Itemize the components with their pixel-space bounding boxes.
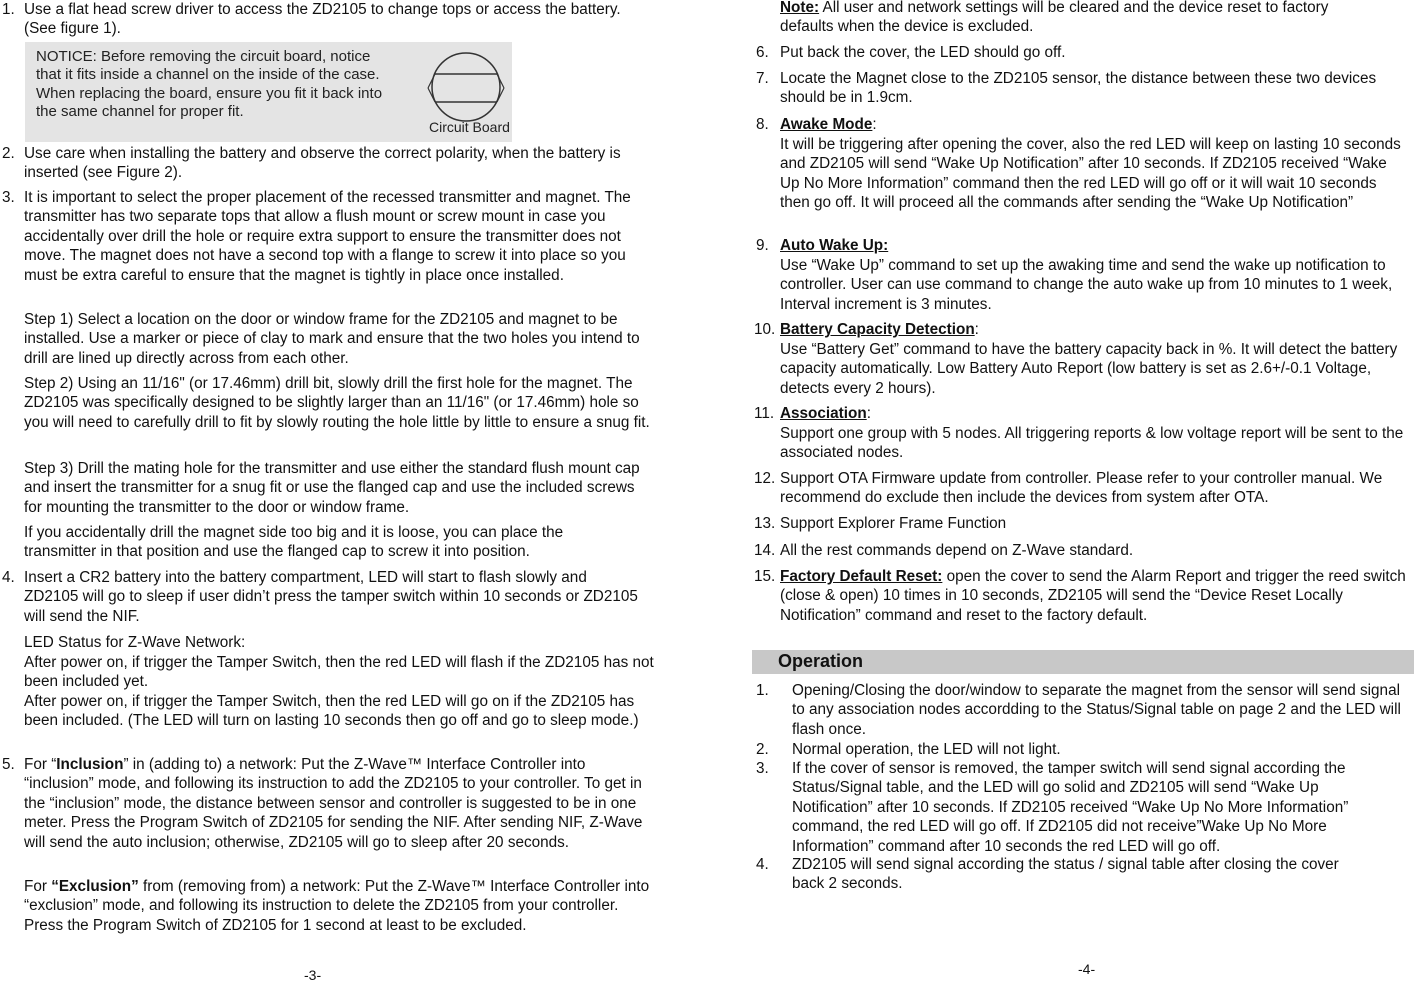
- list-text: [24, 755, 654, 852]
- association-heading: Association: [780, 405, 867, 422]
- list-number: 3.: [2, 189, 15, 206]
- awake-mode-title: [780, 115, 1410, 134]
- exclusion-note: [780, 0, 1380, 37]
- list-number: 4.: [756, 856, 769, 873]
- exclusion-pre: For: [24, 878, 52, 895]
- auto-wake-heading: Auto Wake Up:: [780, 237, 889, 254]
- list-text: Insert a CR2 battery into the battery compartment, LED will start to flash slowly and ZD2105 will go to sleep if user didn’t press the tamper switch within 10 seconds or ZD2105 will send the NIF.: [24, 569, 638, 625]
- list-text: It is important to select the proper placement of the recessed transmitter and magnet. The transmitter has two separate tops that allow a flush mount or screw mount in case you accidentally over drill the hole or require extra support to ensure the transmitter does not move. The magnet does not have a second top with a flange to screw it into place so you must be extra careful to ensure that the magnet is tightly in place once installed.: [24, 189, 631, 284]
- step-3: Step 3) Drill the mating hole for the transmitter and use either the standard flush mount cap and insert the transmitter for a snug fit or use the flanged cap and use the included screws for mounting the transmitter to the door or window frame.: [24, 460, 640, 516]
- list-text: Use a flat head screw driver to access the ZD2105 to change tops or access the battery. (See figure 1).: [24, 1, 621, 38]
- battery-colon: :: [974, 321, 979, 338]
- figure-1: [25, 42, 512, 142]
- page-number: -3-: [304, 967, 322, 983]
- list-text: [780, 567, 1412, 625]
- list-text: Use care when installing the battery and observe the correct polarity, when the battery is inserted (see Figure 2).: [24, 145, 621, 182]
- note-label: Note:: [780, 0, 820, 16]
- list-text: Locate the Magnet close to the ZD2105 sensor, the distance between these two devices should be in 1.9cm.: [780, 70, 1377, 107]
- auto-wake-title: [780, 236, 1410, 255]
- list-text: Support one group with 5 nodes. All triggering reports & low voltage report will be sent to the associated nodes.: [780, 425, 1404, 462]
- factory-reset-text: open the cover to send the Alarm Report and trigger the reed switch (close & open) 10 times in 10 seconds, ZD2105 will send the “Device Reset Locally Notification” command and reset to the factory default.: [780, 568, 1406, 624]
- inclusion-keyword: Inclusion: [56, 756, 124, 773]
- list-text: Use “Battery Get” command to have the battery capacity back in %. It will detect the battery capacity automatically. Low Battery Auto Report (low battery is set as 2.6+/-0.1 Voltage, detects every 2 hours).: [780, 341, 1398, 397]
- association-colon: :: [866, 405, 871, 422]
- awake-mode-colon: :: [872, 116, 877, 133]
- list-number: 2.: [756, 741, 769, 758]
- led-status-b: After power on, if trigger the Tamper Switch, then the red LED will go on if the ZD2105 has been included. (The LED will turn on lasting 10 seconds then go off and go to sleep mode.): [24, 693, 639, 730]
- list-text: It will be triggering after opening the cover, also the red LED will keep on lasting 10 seconds and ZD2105 will send “Wake Up Notification” after 10 seconds. If ZD2105 received “Wake Up No More Information” command then the red LED will go off or it will wait 10 seconds then go off. It will proceed all the commands after sending the “Wake Up Notification”: [780, 136, 1401, 212]
- list-text: Support OTA Firmware update from controller. Please refer to your controller manual. We recommend do exclude then include the devices from system after OTA.: [780, 470, 1383, 507]
- list-number: 4.: [2, 569, 15, 586]
- led-status-title: LED Status for Z-Wave Network:: [24, 634, 246, 651]
- page-number: -4-: [1078, 961, 1096, 977]
- step-1: Step 1) Select a location on the door or window frame for the ZD2105 and magnet to be installed. Use a marker or piece of clay to mark and ensure that the two holes you intend to drill are lined up directly across from each other.: [24, 311, 640, 367]
- list-number: 14.: [754, 542, 776, 559]
- inclusion-text: ” in (adding to) a network: Put the Z-Wave™ Interface Controller into “inclusion” mode, and following its instruction to add the ZD2105 to your controller. To get in the “inclusion” mode, the distance between sensor and controller is suggested to be in one meter. Press the Program Switch of ZD2105 for sending the NIF. After sending NIF, Z-Wave will send the auto inclusion; otherwise, ZD2105 will go to sleep after 20 seconds.: [24, 756, 643, 851]
- list-number: 7.: [756, 70, 769, 87]
- list-text: ZD2105 will send signal according the status / signal table after closing the cover back 2 seconds.: [792, 856, 1339, 893]
- association-title: [780, 404, 1410, 423]
- exclusion-keyword: “Exclusion”: [51, 878, 139, 895]
- awake-mode-heading: Awake Mode: [780, 116, 873, 133]
- list-number: 9.: [756, 237, 769, 254]
- list-number: 15.: [754, 568, 776, 585]
- exclusion-text: [24, 877, 658, 935]
- list-number: 2.: [2, 145, 15, 162]
- battery-title: [780, 320, 1410, 339]
- operation-heading-bar: [752, 650, 1414, 674]
- list-text: All the rest commands depend on Z-Wave standard.: [780, 542, 1134, 559]
- list-number: 13.: [754, 515, 776, 532]
- list-text: Support Explorer Frame Function: [780, 515, 1007, 532]
- list-text: Opening/Closing the door/window to separate the magnet from the sensor will send signal to any association nodes accordding to the Status/Signal table on page 2 and the LED will flash once.: [792, 682, 1401, 738]
- list-text: Use “Wake Up” command to set up the awaking time and send the wake up notification to controller. User can use command to change the auto wake up from 10 minutes to 1 week, Interval increment is 3 minutes.: [780, 257, 1393, 313]
- step-2: Step 2) Using an 11/16" (or 17.46mm) drill bit, slowly drill the first hole for the magnet. The ZD2105 was specifically designed to be slightly larger than an 11/16" (or 17.46mm) hole so you will need to carefully drill to fit by slowly routing the hole little by little to ensure a snug fit.: [24, 375, 650, 431]
- list-number: 11.: [754, 405, 775, 422]
- list-number: 10.: [754, 321, 776, 338]
- list-number: 12.: [754, 470, 776, 487]
- list-number: 8.: [756, 116, 769, 133]
- inclusion-pre: For “: [24, 756, 57, 773]
- figure-notice: NOTICE: Before removing the circuit board, notice that it fits inside a channel on the inside of the case. When replacing the board, ensure you fit it back into the same channel for proper fit.: [36, 48, 383, 120]
- list-number: 1.: [756, 682, 769, 699]
- note-text: All user and network settings will be cleared and the device reset to factory defaults when the device is excluded.: [780, 0, 1329, 36]
- exclusion-body: from (removing from) a network: Put the Z-Wave™ Interface Controller into “exclusion” mode, and following its instruction to delete the ZD2105 from your controller. Press the Program Switch of ZD2105 for 1 second at least to be excluded.: [24, 878, 650, 934]
- factory-reset-heading: Factory Default Reset:: [780, 568, 943, 585]
- list-number: 6.: [756, 44, 769, 61]
- list-text: If the cover of sensor is removed, the tamper switch will send signal according the Status/Signal table, and the LED will go solid and ZD2105 will send “Wake Up Notification” after 10 seconds. If ZD2105 received “Wake Up No More Information” command, the red LED will go off. If ZD2105 did not receive”Wake Up No More Information” command after 10 seconds the red LED will go off.: [792, 760, 1349, 855]
- figure-label: Circuit Board: [429, 119, 510, 135]
- list-number: 3.: [756, 760, 769, 777]
- battery-heading: Battery Capacity Detection: [780, 321, 975, 338]
- operation-heading: Operation: [778, 651, 864, 671]
- list-text: Put back the cover, the LED should go off.: [780, 44, 1066, 61]
- led-status-a: After power on, if trigger the Tamper Switch, then the red LED will flash if the ZD2105 has not been included yet.: [24, 654, 654, 691]
- list-number: 1.: [2, 1, 15, 18]
- list-number: 5.: [2, 756, 15, 773]
- list-text: Normal operation, the LED will not light.: [792, 741, 1061, 758]
- step-note: If you accidentally drill the magnet side too big and it is loose, you can place the transmitter in that position and use the flanged cap to screw it into position.: [24, 524, 564, 561]
